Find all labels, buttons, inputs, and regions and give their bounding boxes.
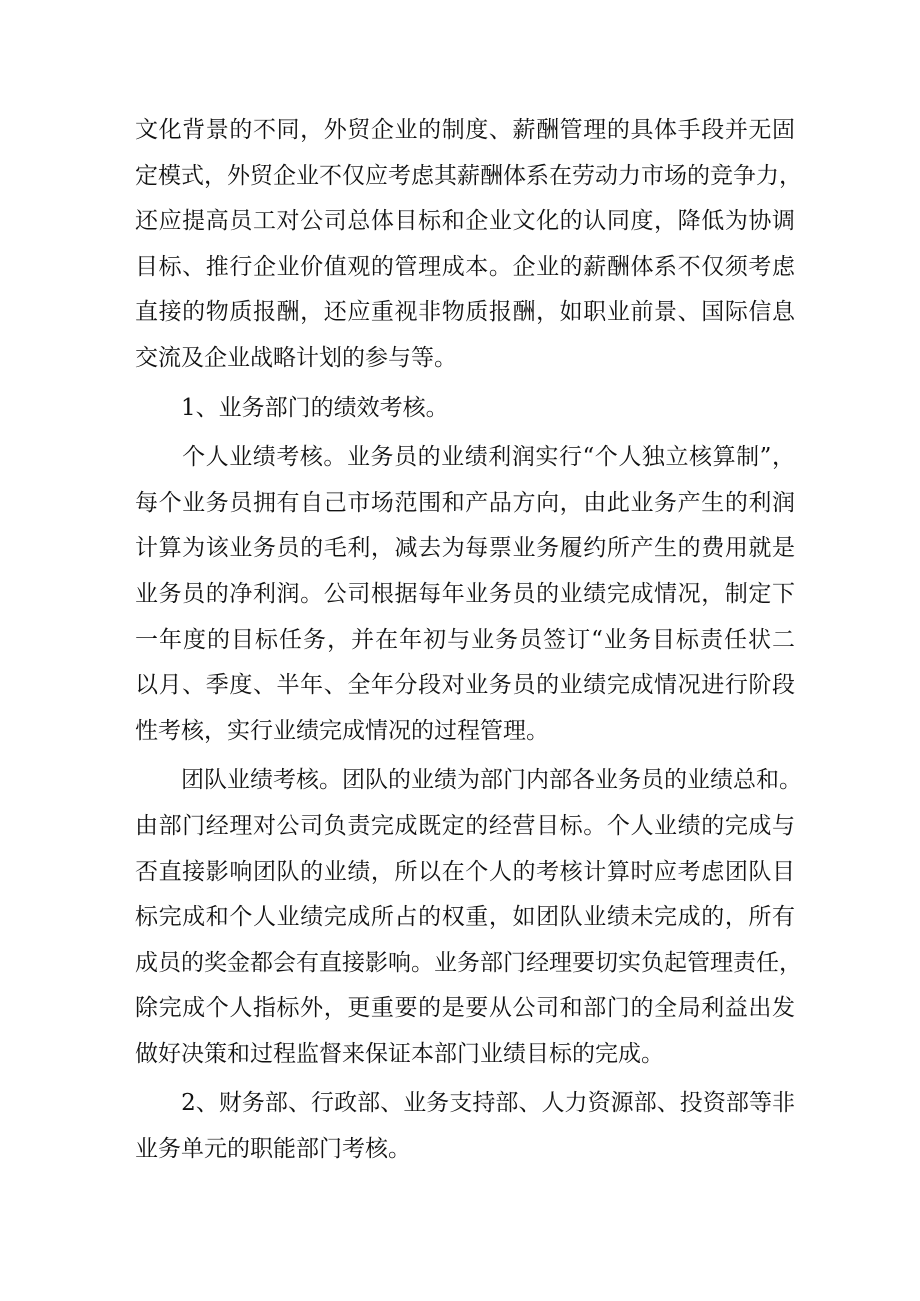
section-heading: 业务单元的职能部门考核。 <box>135 1136 411 1163</box>
paragraph-line: 除完成个人指标外，更重要的是要从公司和部门的全局利益出发 <box>135 995 795 1022</box>
paragraph-line: 一年度的目标任务，并在年初与业务员签订“业务目标责任状二 <box>135 626 795 653</box>
paragraph-line: 定模式，外贸企业不仅应考虑其薪酬体系在劳动力市场的竞争力， <box>135 162 802 189</box>
paragraph-line: 还应提高员工对公司总体目标和企业文化的认同度，降低为协调 <box>135 208 795 235</box>
paragraph-line: 交流及企业战略计划的参与等。 <box>135 344 457 371</box>
paragraph-line: 计算为该业务员的毛利，减去为每票业务履约所产生的费用就是 <box>135 535 795 562</box>
paragraph-line: 目标、推行企业价值观的管理成本。企业的薪酬体系不仅须考虑 <box>135 253 795 280</box>
paragraph-line: 团队业绩考核。团队的业绩为部门内部各业务员的业绩总和。 <box>135 767 802 794</box>
paragraph-line: 以月、季度、半年、全年分段对业务员的业绩完成情况进行阶段 <box>135 672 795 699</box>
paragraph-line: 做好决策和过程监督来保证本部门业绩目标的完成。 <box>135 1040 664 1067</box>
paragraph-line: 否直接影响团队的业绩，所以在个人的考核计算时应考虑团队目 <box>135 858 795 885</box>
paragraph-line: 成员的奖金都会有直接影响。业务部门经理要切实负起管理责任， <box>135 949 802 976</box>
paragraph-line: 个人业绩考核。业务员的业绩利润实行“个人独立核算制”， <box>135 444 795 471</box>
paragraph-line: 标完成和个人业绩完成所占的权重，如团队业绩未完成的，所有 <box>135 904 795 931</box>
paragraph-line: 业务员的净利润。公司根据每年业务员的业绩完成情况，制定下 <box>135 580 795 607</box>
paragraph-line: 由部门经理对公司负责完成既定的经营目标。个人业绩的完成与 <box>135 812 795 839</box>
paragraph-line: 每个业务员拥有自己市场范围和产品方向，由此业务产生的利润 <box>135 489 795 516</box>
paragraph-line: 性考核，实行业绩完成情况的过程管理。 <box>135 717 549 744</box>
body-text <box>135 108 802 1173</box>
section-heading: 1、业务部门的绩效考核。 <box>135 394 449 421</box>
paragraph-line: 文化背景的不同，外贸企业的制度、薪酬管理的具体手段并无固 <box>135 117 795 143</box>
section-heading: 2、财务部、行政部、业务支持部、人力资源部、投资部等非 <box>135 1090 795 1117</box>
paragraph-line: 直接的物质报酬，还应重视非物质报酬，如职业前景、国际信息 <box>135 299 795 326</box>
